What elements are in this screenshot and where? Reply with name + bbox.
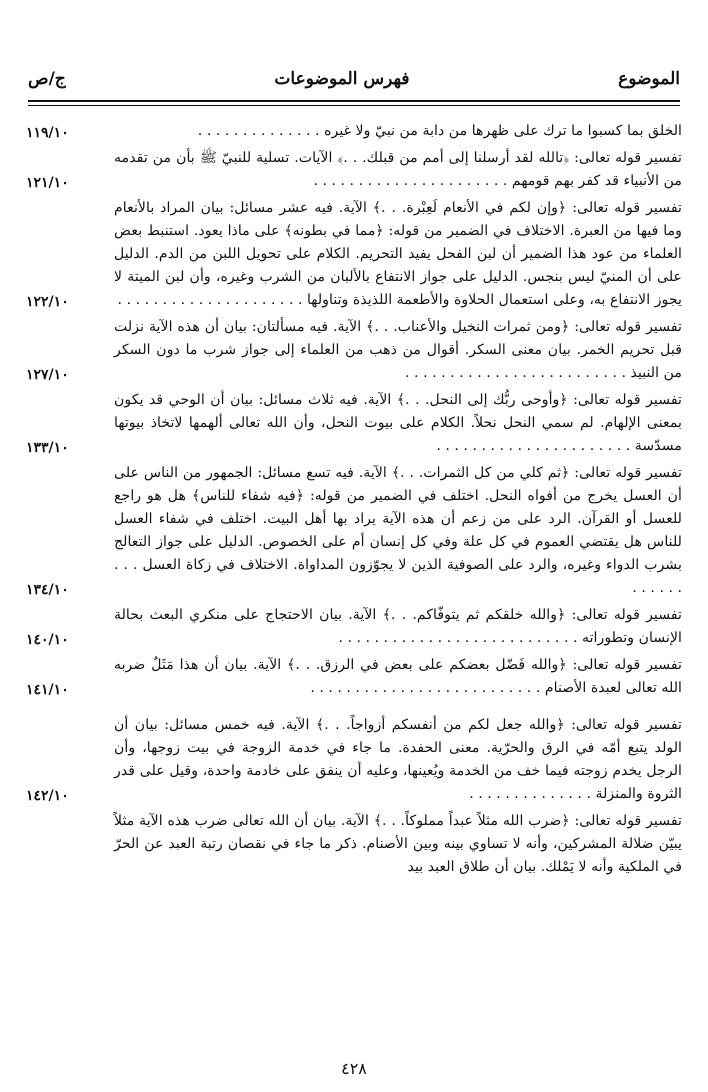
index-entry	[26, 462, 682, 600]
entry-page-ref: ١٣٣/١٠	[26, 440, 69, 456]
index-entry	[26, 714, 682, 806]
header-title: فهرس الموضوعات	[274, 69, 410, 89]
entry-text: تفسير قوله تعالى: ﴿وإن لكم في الأنعام لَعِبْرة. . .﴾ الآية. فيه عشر مسائل: بيان المراد بالأنعام وما فيها من العبرة. الاختلاف في الضمير من قوله: ﴿مما في بطونه﴾ على ماذا يعود. استنبط بعض العلماء من عود هذا الضمير أن لبن الفحل يفيد التحريم. الكلام على تحويل اللبن من الدم. الدليل على أن المنيّ ليس بنجس. الدليل على جواز الانتفاع بالألبان من الشرب وغيره، وأن لبن الميتة لا يجوز الانتفاع به، وعلى استعمال الحلاوة والأطعمة اللذيذة وتناولها . . . . . . . . . . . . . . . . . . . . .	[114, 200, 682, 308]
entry-page-ref: ١٢٧/١٠	[26, 367, 69, 383]
header-topic-label: الموضوع	[618, 69, 680, 89]
entry-text: تفسير قوله تعالى: ﴿ثم كلي من كل الثمرات. . .﴾ الآية. فيه تسع مسائل: الجمهور من الناس على أن العسل يخرج من أفواه النحل. اختلف في الضمير من قوله: ﴿فيه شفاء للناس﴾ هل هو راجع للعسل أو القرآن. الرد على من زعم أن هذه الآية يراد بها أهل البيت. اختلف في شفاء العسل للناس هل يقتضي العموم في كل علة وفي كل إنسان أم على الخصوص. الدليل على جواز التعالج بشرب الدواء وغيره، والرد على الصوفية الذين لا يجوّزون المداواة. الاختلاف في زكاة العسل . . . . . . . . .	[114, 465, 682, 596]
header-volume-page-label: ج/ص	[28, 69, 66, 89]
entry-page-ref: ١٢٢/١٠	[26, 294, 69, 310]
index-entry	[26, 389, 682, 458]
header-rule	[28, 100, 680, 102]
entry-text: تفسير قوله تعالى: ﴿تالله لقد أرسلنا إلى أمم من قبلك. . .﴾ الآيات. تسلية للنبيّ ﷺ بأن من تقدمه من الأنبياء قد كفر بهم قومهم . . . . . . . . . . . . . . . . . . . . . .	[114, 150, 682, 189]
entry-text: تفسير قوله تعالى: ﴿وأوحى ربُّك إلى النحل. . .﴾ الآية. فيه ثلاث مسائل: بيان أن الوحي قد يكون بمعنى الإلهام. لم سمي النحل نحلاً. الكلام على بيوت النحل، وأن الله تعالى ألهمها لاتخاذ بيوتها مسدّسة . . . . . . . . . . . . . . . . . . . . . .	[114, 392, 682, 454]
entry-text: تفسير قوله تعالى: ﴿والله جعل لكم من أنفسكم أزواجاً. . .﴾ الآية. فيه خمس مسائل: بيان أن الولد يتبع أمّه في الرق والحرّية. معنى الحفدة. ما جاء في خدمة الزوجة في بيت زوجها، وأن الرجل يخدم زوجته فيما خف من الخدمة ويُعينها، وعليه أن ينفق على خادمة واحدة، وقيل على قدر الثروة والمنزلة . . . . . . . . . . . . . .	[114, 717, 682, 802]
entry-text: تفسير قوله تعالى: ﴿ضرب الله مثلاً عبداً مملوكاً. . .﴾ الآية. بيان أن الله تعالى ضرب هذه الآية مثلاً يبيّن ضلالة المشركين، وأنه لا تساوي بينه وبين الأصنام. ذكر ما جاء في نقصان رتبة العبد عن الحرّ في الملكية وأنه لا يَمْلك. بيان أن طلاق العبد بيد	[114, 813, 682, 875]
entry-text: تفسير قوله تعالى: ﴿ومن ثمرات النخيل والأعناب. . .﴾ الآية. فيه مسألتان: بيان أن هذه الآية نزلت قبل تحريم الخمر. بيان معنى السكر. أقوال من ذهب من العلماء إلى جواز شرب ما دون السكر من النبيذ . . . . . . . . . . . . . . . . . . . . . . . . .	[114, 319, 682, 381]
entry-page-ref: ١٤٢/١٠	[26, 788, 69, 804]
header-rule-thin	[28, 105, 680, 106]
entry-page-ref: ١٢١/١٠	[26, 175, 69, 191]
entry-page-ref: ١١٩/١٠	[26, 125, 69, 141]
page-header	[28, 62, 680, 96]
entry-text: تفسير قوله تعالى: ﴿والله فَضّل بعضكم على بعض في الرزق. . .﴾ الآية. بيان أن هذا مَثَلٌ ضربه الله تعالى لعبدة الأصنام . . . . . . . . . . . . . . . . . . . . . . . . . .	[114, 657, 682, 696]
entry-text: الخلق بما كسبوا ما ترك على ظهرها من دابة من نبيّ ولا غيره . . . . . . . . . . . . . .	[197, 123, 682, 139]
entry-page-ref: ١٤٠/١٠	[26, 632, 69, 648]
index-entry	[26, 120, 682, 143]
index-entry	[26, 654, 682, 700]
entry-page-ref: ١٣٤/١٠	[26, 582, 69, 598]
index-entry	[26, 147, 682, 193]
index-entries	[26, 120, 682, 1037]
entry-page-ref: ١٤١/١٠	[26, 682, 69, 698]
entry-text: تفسير قوله تعالى: ﴿والله خلقكم ثم يتوفّاكم. . .﴾ الآية. بيان الاحتجاج على منكري البعث بحالة الإنسان وتطوراته . . . . . . . . . . . . . . . . . . . . . . . . . . .	[114, 607, 682, 646]
index-entry	[26, 197, 682, 312]
page-number: ٤٢٨	[341, 1059, 367, 1078]
index-entry	[26, 604, 682, 650]
index-entry	[26, 316, 682, 385]
index-entry	[26, 810, 682, 879]
